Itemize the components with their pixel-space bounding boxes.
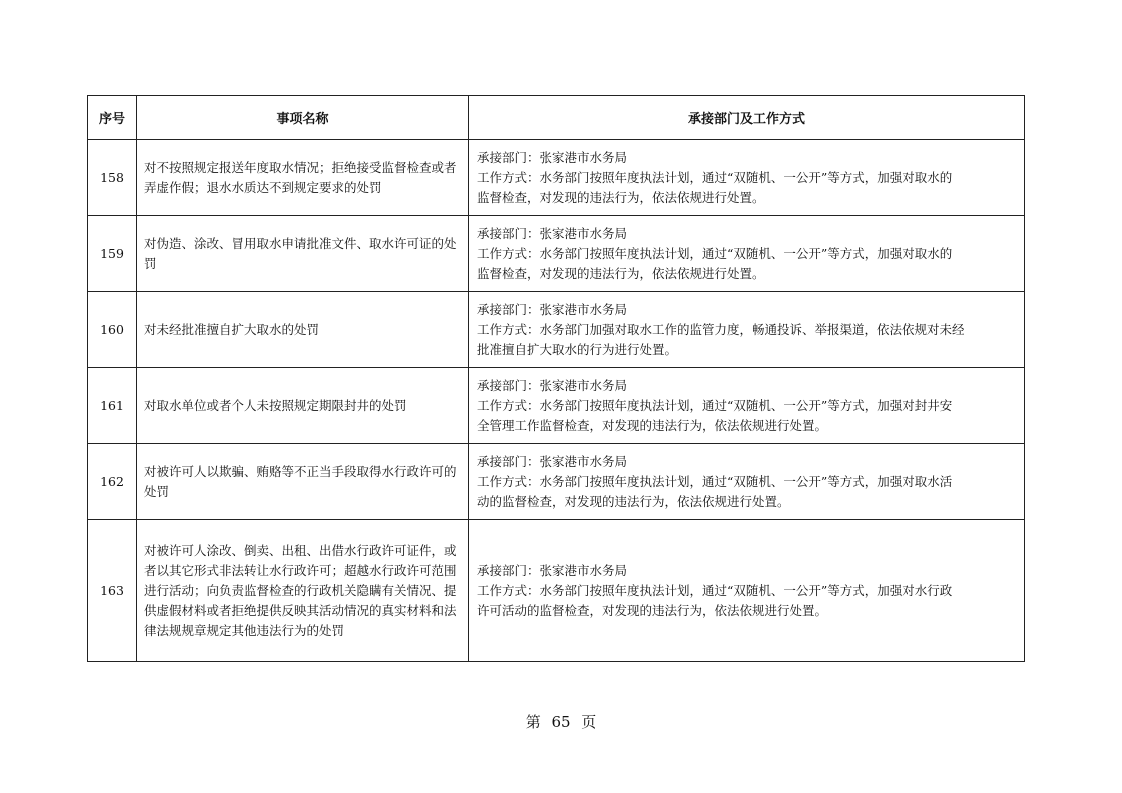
header-dept: 承接部门及工作方式 <box>469 96 1025 140</box>
method-line-1: 工作方式：水务部门按照年度执法计划，通过“双随机、一公开”等方式，加强对取水活 <box>477 473 953 489</box>
table-row <box>88 444 1025 520</box>
dept-line: 承接部门：张家港市水务局 <box>477 149 628 165</box>
table-row <box>88 216 1025 292</box>
method-line-1: 工作方式：水务部门按照年度执法计划，通过“双随机、一公开”等方式，加强对取水的 <box>477 245 953 261</box>
method-line-2: 监督检查，对发现的违法行为，依法依规进行处置。 <box>477 265 765 281</box>
dept-line: 承接部门：张家港市水务局 <box>477 562 628 578</box>
table-row <box>88 520 1025 662</box>
row-no: 162 <box>88 444 137 520</box>
header-name: 事项名称 <box>137 96 469 140</box>
row-no: 163 <box>88 520 137 662</box>
row-name: 对伪造、涂改、冒用取水申请批准文件、取水许可证的处罚 <box>137 216 469 292</box>
row-dept <box>469 292 1025 368</box>
row-dept <box>469 216 1025 292</box>
row-name: 对未经批准擅自扩大取水的处罚 <box>137 292 469 368</box>
method-line-2: 许可活动的监督检查，对发现的违法行为，依法依规进行处置。 <box>477 602 828 618</box>
row-name: 对被许可人以欺骗、贿赂等不正当手段取得水行政许可的处罚 <box>137 444 469 520</box>
row-name: 对取水单位或者个人未按照规定期限封井的处罚 <box>137 368 469 444</box>
method-line-2: 全管理工作监督检查，对发现的违法行为，依法依规进行处置。 <box>477 417 828 433</box>
dept-line: 承接部门：张家港市水务局 <box>477 377 628 393</box>
dept-line: 承接部门：张家港市水务局 <box>477 301 628 317</box>
method-line-2: 监督检查，对发现的违法行为，依法依规进行处置。 <box>477 189 765 205</box>
method-line-1: 工作方式：水务部门加强对取水工作的监管力度，畅通投诉、举报渠道，依法依规对未经 <box>477 321 965 337</box>
dept-line: 承接部门：张家港市水务局 <box>477 453 628 469</box>
page-number: 第 65 页 <box>525 713 597 731</box>
items-table <box>87 95 1025 662</box>
table-header-row <box>88 96 1025 140</box>
row-no: 160 <box>88 292 137 368</box>
table-row <box>88 368 1025 444</box>
row-name: 对被许可人涂改、倒卖、出租、出借水行政许可证件，或者以其它形式非法转让水行政许可；超越水行政许可范围进行活动；向负责监督检查的行政机关隐瞒有关情况、提供虚假材料或者拒绝提供反映其活动情况的真实材料和法律法规规章规定其他违法行为的处罚 <box>137 520 469 662</box>
dept-line: 承接部门：张家港市水务局 <box>477 225 628 241</box>
row-name: 对不按照规定报送年度取水情况；拒绝接受监督检查或者弄虚作假；退水水质达不到规定要求的处罚 <box>137 140 469 216</box>
method-line-1: 工作方式：水务部门按照年度执法计划，通过“双随机、一公开”等方式，加强对封井安 <box>477 397 953 413</box>
method-line-1: 工作方式：水务部门按照年度执法计划，通过“双随机、一公开”等方式，加强对取水的 <box>477 169 953 185</box>
header-no: 序号 <box>88 96 137 140</box>
method-line-1: 工作方式：水务部门按照年度执法计划，通过“双随机、一公开”等方式，加强对水行政 <box>477 582 953 598</box>
table-row <box>88 292 1025 368</box>
row-dept <box>469 368 1025 444</box>
row-no: 159 <box>88 216 137 292</box>
row-dept <box>469 444 1025 520</box>
row-dept <box>469 520 1025 662</box>
method-line-2: 批准擅自扩大取水的行为进行处置。 <box>477 341 678 357</box>
table-row <box>88 140 1025 216</box>
row-no: 158 <box>88 140 137 216</box>
row-dept <box>469 140 1025 216</box>
row-no: 161 <box>88 368 137 444</box>
method-line-2: 动的监督检查，对发现的违法行为，依法依规进行处置。 <box>477 493 790 509</box>
